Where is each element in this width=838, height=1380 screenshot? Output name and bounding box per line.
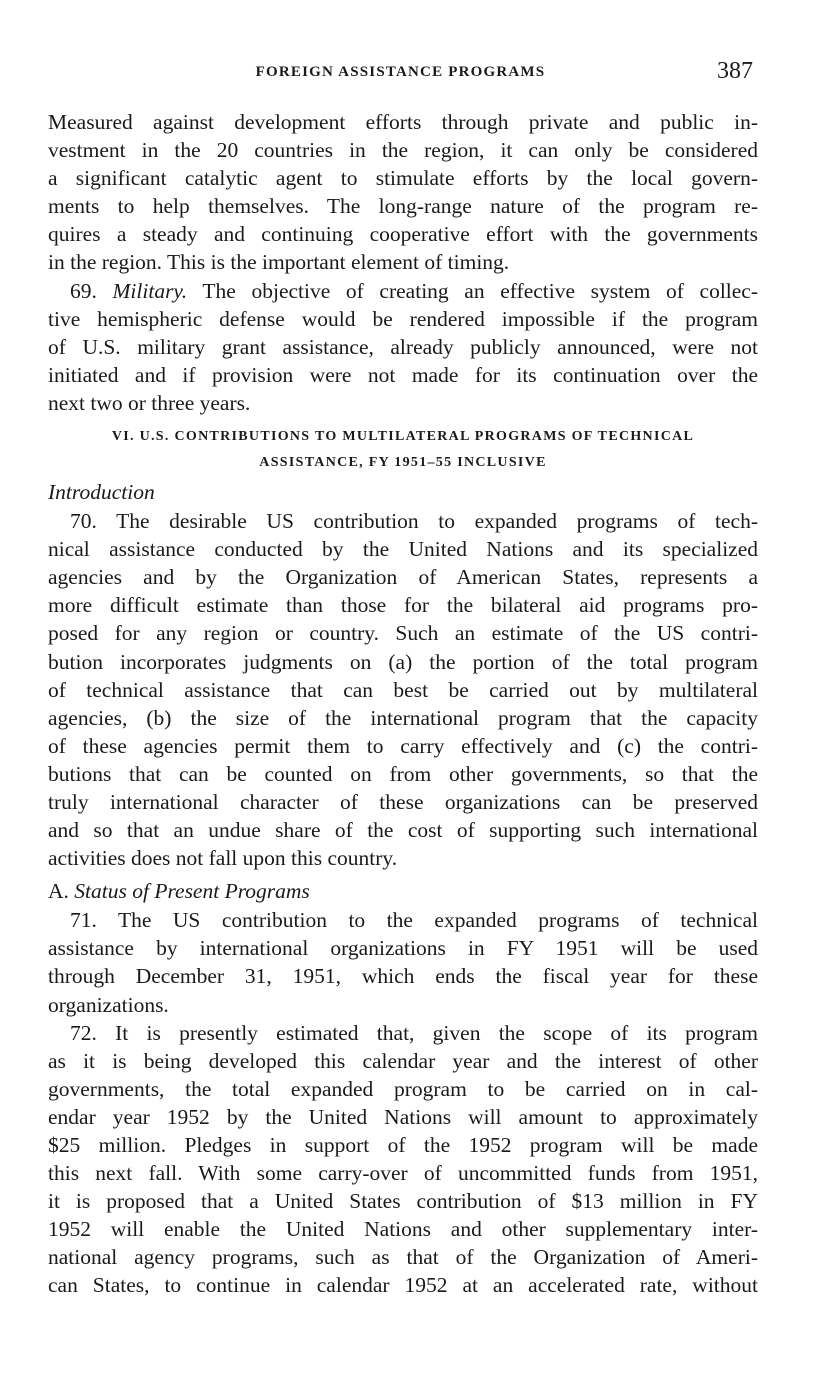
text-line: 72. It is presently estimated that, given the scope of its program (70, 1020, 758, 1045)
text-line: organizations. (48, 992, 169, 1017)
text-line: $25 million. Pledges in support of the 1952 program will be made (48, 1133, 758, 1157)
text-fragment: The objective of creating an effective system of collec- (202, 278, 759, 303)
text-line: activities does not fall upon this country. (48, 846, 398, 871)
text-line: tive hemispheric defense would be rendered impossible if the program (48, 306, 758, 331)
paragraph-72 (48, 1019, 758, 1300)
subsection-title: Status of Present Programs (74, 879, 310, 904)
section-heading-line2: ASSISTANCE, FY 1951–55 INCLUSIVE (259, 455, 547, 471)
paragraph-heading-military: Military. (112, 278, 188, 303)
paragraph-70 (48, 507, 758, 872)
text-line (48, 277, 758, 305)
text-line: 71. The US contribution to the expanded programs of technical (70, 908, 758, 933)
text-line: next two or three years. (48, 390, 251, 415)
paragraph-69 (48, 277, 758, 417)
text-line: posed for any region or country. Such an estimate of the US contri- (48, 621, 758, 646)
text-line: vestment in the 20 countries in the region, it can only be considered (48, 138, 758, 163)
page-body (48, 108, 758, 1300)
text-line: more difficult estimate than those for the bilateral aid programs pro- (48, 593, 758, 618)
text-line: governments, the total expanded program to be carried on in cal- (48, 1076, 758, 1101)
paragraph-71 (48, 906, 758, 1018)
text-line: it is proposed that a United States contribution of $13 million in FY (48, 1189, 758, 1214)
page-number: 387 (717, 58, 753, 84)
page-header (48, 58, 753, 92)
text-line: in the region. This is the important element of timing. (48, 250, 510, 275)
paragraph-number: 69. (70, 278, 97, 303)
text-line: as it is being developed this calendar year and the interest of other (48, 1048, 758, 1073)
paragraph-continued (48, 108, 758, 277)
text-line: of U.S. military grant assistance, already publicly announced, were not (48, 334, 758, 359)
text-line: of these agencies permit them to carry effectively and (c) the contri- (48, 733, 758, 758)
text-line: can States, to continue in calendar 1952 at an accelerated rate, without (48, 1273, 758, 1298)
text-line: assistance by international organizations in FY 1951 will be used (48, 936, 758, 961)
subsection-letter: A. (48, 879, 69, 904)
text-line: nical assistance conducted by the United Nations and its specialized (48, 537, 758, 562)
text-line: butions that can be counted on from other governments, so that the (48, 761, 758, 786)
text-line: and so that an undue share of the cost of supporting such international (48, 818, 758, 843)
text-line: bution incorporates judgments on (a) the portion of the total program (48, 649, 758, 674)
text-line: Measured against development efforts through private and public in- (48, 110, 758, 134)
text-line: agencies, (b) the size of the international program that the capacity (48, 705, 758, 730)
text-line: this next fall. With some carry-over of uncommitted funds from 1951, (48, 1161, 758, 1186)
text-line: 70. The desirable US contribution to expanded programs of tech- (70, 509, 758, 534)
text-line: through December 31, 1951, which ends the fiscal year for these (48, 964, 758, 989)
text-line: of technical assistance that can best be carried out by multilateral (48, 677, 758, 702)
section-heading-line1: VI. U.S. CONTRIBUTIONS TO MULTILATERAL PROGRAMS OF TECHNICAL (111, 429, 695, 445)
running-head: FOREIGN ASSISTANCE PROGRAMS (255, 64, 546, 80)
text-line: ments to help themselves. The long-range nature of the program re- (48, 194, 758, 219)
text-line: national agency programs, such as that of the Organization of Ameri- (48, 1245, 758, 1270)
text-line: agencies and by the Organization of American States, represents a (48, 565, 758, 590)
introduction-heading: Introduction (48, 480, 155, 505)
text-line: 1952 will enable the United Nations and other supplementary inter- (48, 1217, 758, 1242)
text-line: quires a steady and continuing cooperative effort with the governments (48, 222, 758, 247)
text-line: a significant catalytic agent to stimulate efforts by the local govern- (48, 166, 758, 191)
text-line: endar year 1952 by the United Nations will amount to approximately (48, 1104, 758, 1129)
text-line: truly international character of these organizations can be preserved (48, 789, 758, 814)
subsection-heading-a (48, 876, 758, 906)
text-line: initiated and if provision were not made for its continuation over the (48, 362, 758, 387)
